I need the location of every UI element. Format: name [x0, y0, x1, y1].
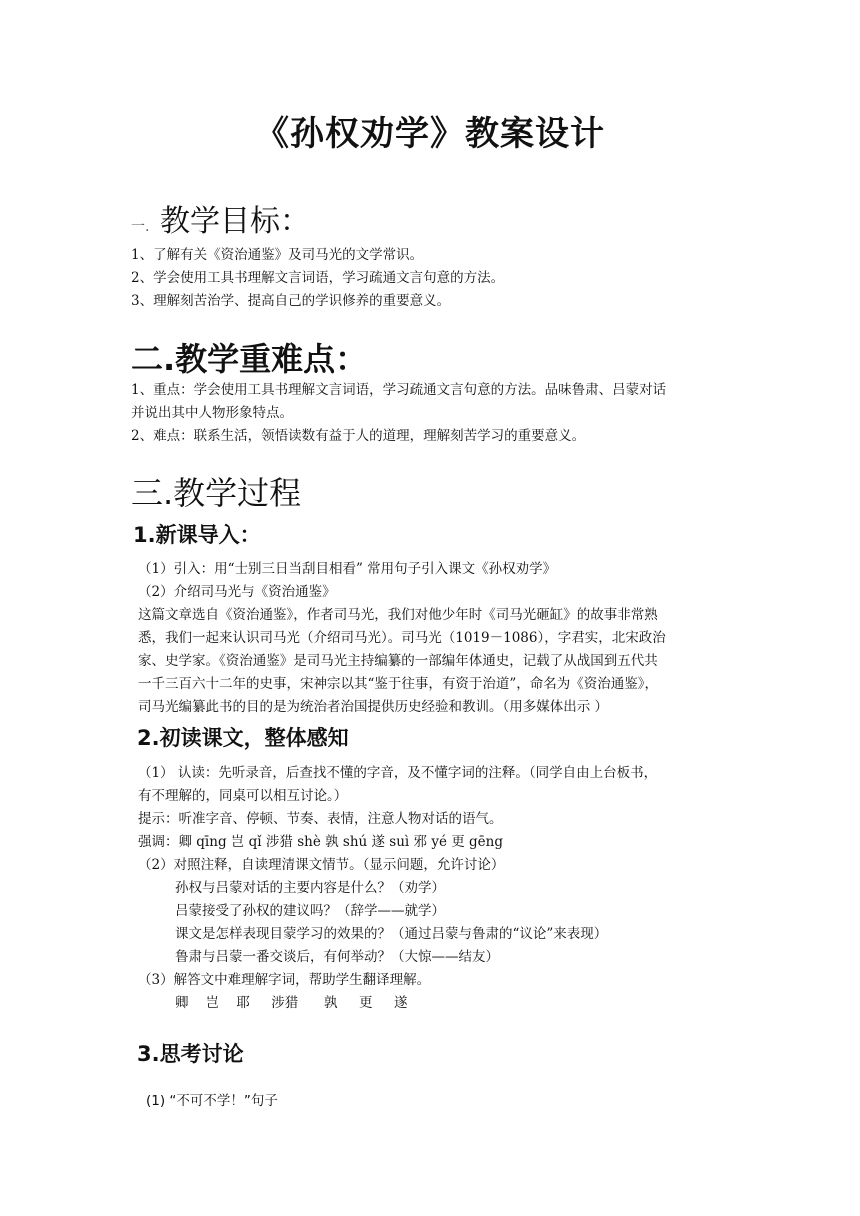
- reading-line: （3）解答文中难理解字词，帮助学生翻译理解。: [138, 972, 431, 988]
- document-title: 《孙权劝学》教案设计: [255, 114, 605, 154]
- subsection-heading-reading: 2.初读课文，整体感知: [137, 726, 349, 750]
- section-heading-goals: 教学目标：: [160, 204, 310, 239]
- reading-line: 有不理解的，同桌可以相互讨论。）: [138, 788, 348, 804]
- goal-item: 1、了解有关《资治通鉴》及司马光的文学常识。: [131, 247, 424, 263]
- intro-line: （2）介绍司马光与《资治通鉴》: [138, 584, 336, 600]
- reading-line: 提示：听准字音、停顿、节奏、表情，注意人物对话的语气。: [138, 811, 503, 827]
- question-line: 鲁肃与吕蒙一番交谈后，有何举动？（大惊——结友）: [175, 949, 499, 965]
- reading-line: （2）对照注释，自读理清课文情节。（显示问题，允许讨论）: [138, 857, 505, 873]
- intro-line: 悉，我们一起来认识司马光（介绍司马光）。司马光（1019－1086），字君实，北宋政治: [138, 630, 666, 646]
- intro-line: 这篇文章选自《资治通鉴》，作者司马光，我们对他少年时《司马光砸缸》的故事非常熟: [138, 607, 658, 623]
- section-number: 一.: [131, 219, 150, 235]
- intro-line: 司马光编纂此书的目的是为统治者治国提供历史经验和教训。（用多媒体出示 ）: [138, 699, 609, 715]
- intro-line: 一千三百六十二年的史事，宋神宗以其“鉴于往事，有资于治道”，命名为《资治通鉴》，: [138, 676, 659, 692]
- intro-line: （1）引入：用“士别三日当刮目相看” 常用句子引入课文《孙权劝学》: [138, 561, 557, 577]
- intro-line: 家、史学家。《资治通鉴》是司马光主持编纂的一部编年体通史，记载了从战国到五代共: [138, 653, 658, 669]
- question-line: 孙权与吕蒙对话的主要内容是什么？（劝学）: [175, 880, 445, 896]
- focus-line: 2、难点：联系生活，领悟读数有益于人的道理，理解刻苦学习的重要意义。: [131, 428, 586, 444]
- section-heading-process: 三.教学过程: [131, 474, 302, 512]
- section-heading-focus: 二.教学重难点：: [131, 340, 368, 378]
- focus-line: 并说出其中人物形象特点。: [131, 405, 293, 421]
- vocab-line: 卿 岂 耶 涉猎 孰 更 遂: [175, 995, 408, 1011]
- goal-item: 2、学会使用工具书理解文言词语，学习疏通文言句意的方法。: [131, 270, 505, 286]
- focus-line: 1、重点：学会使用工具书理解文言词语，学习疏通文言句意的方法。品味鲁肃、吕蒙对话: [131, 382, 667, 398]
- goal-item: 3、理解刻苦治学、提高自己的学识修养的重要意义。: [131, 293, 451, 309]
- pronunciation-line: 强调：卿 qīng 岂 qǐ 涉猎 shè 孰 shú 遂 suì 邪 yé 更 gēng: [138, 834, 503, 850]
- reading-line: （1） 认读：先听录音，后查找不懂的字音，及不懂字词的注释。（同学自由上台板书，: [138, 765, 658, 781]
- subsection-heading-discussion: 3.思考讨论: [137, 1042, 244, 1066]
- question-line: 吕蒙接受了孙权的建议吗？（辞学——就学）: [175, 903, 445, 919]
- discussion-line: (1) “不可不学！”句子: [146, 1093, 278, 1109]
- question-line: 课文是怎样表现目蒙学习的效果的？（通过吕蒙与鲁肃的“议论”来表现）: [175, 926, 608, 942]
- subsection-heading-intro: 1.新课导入：: [133, 523, 261, 547]
